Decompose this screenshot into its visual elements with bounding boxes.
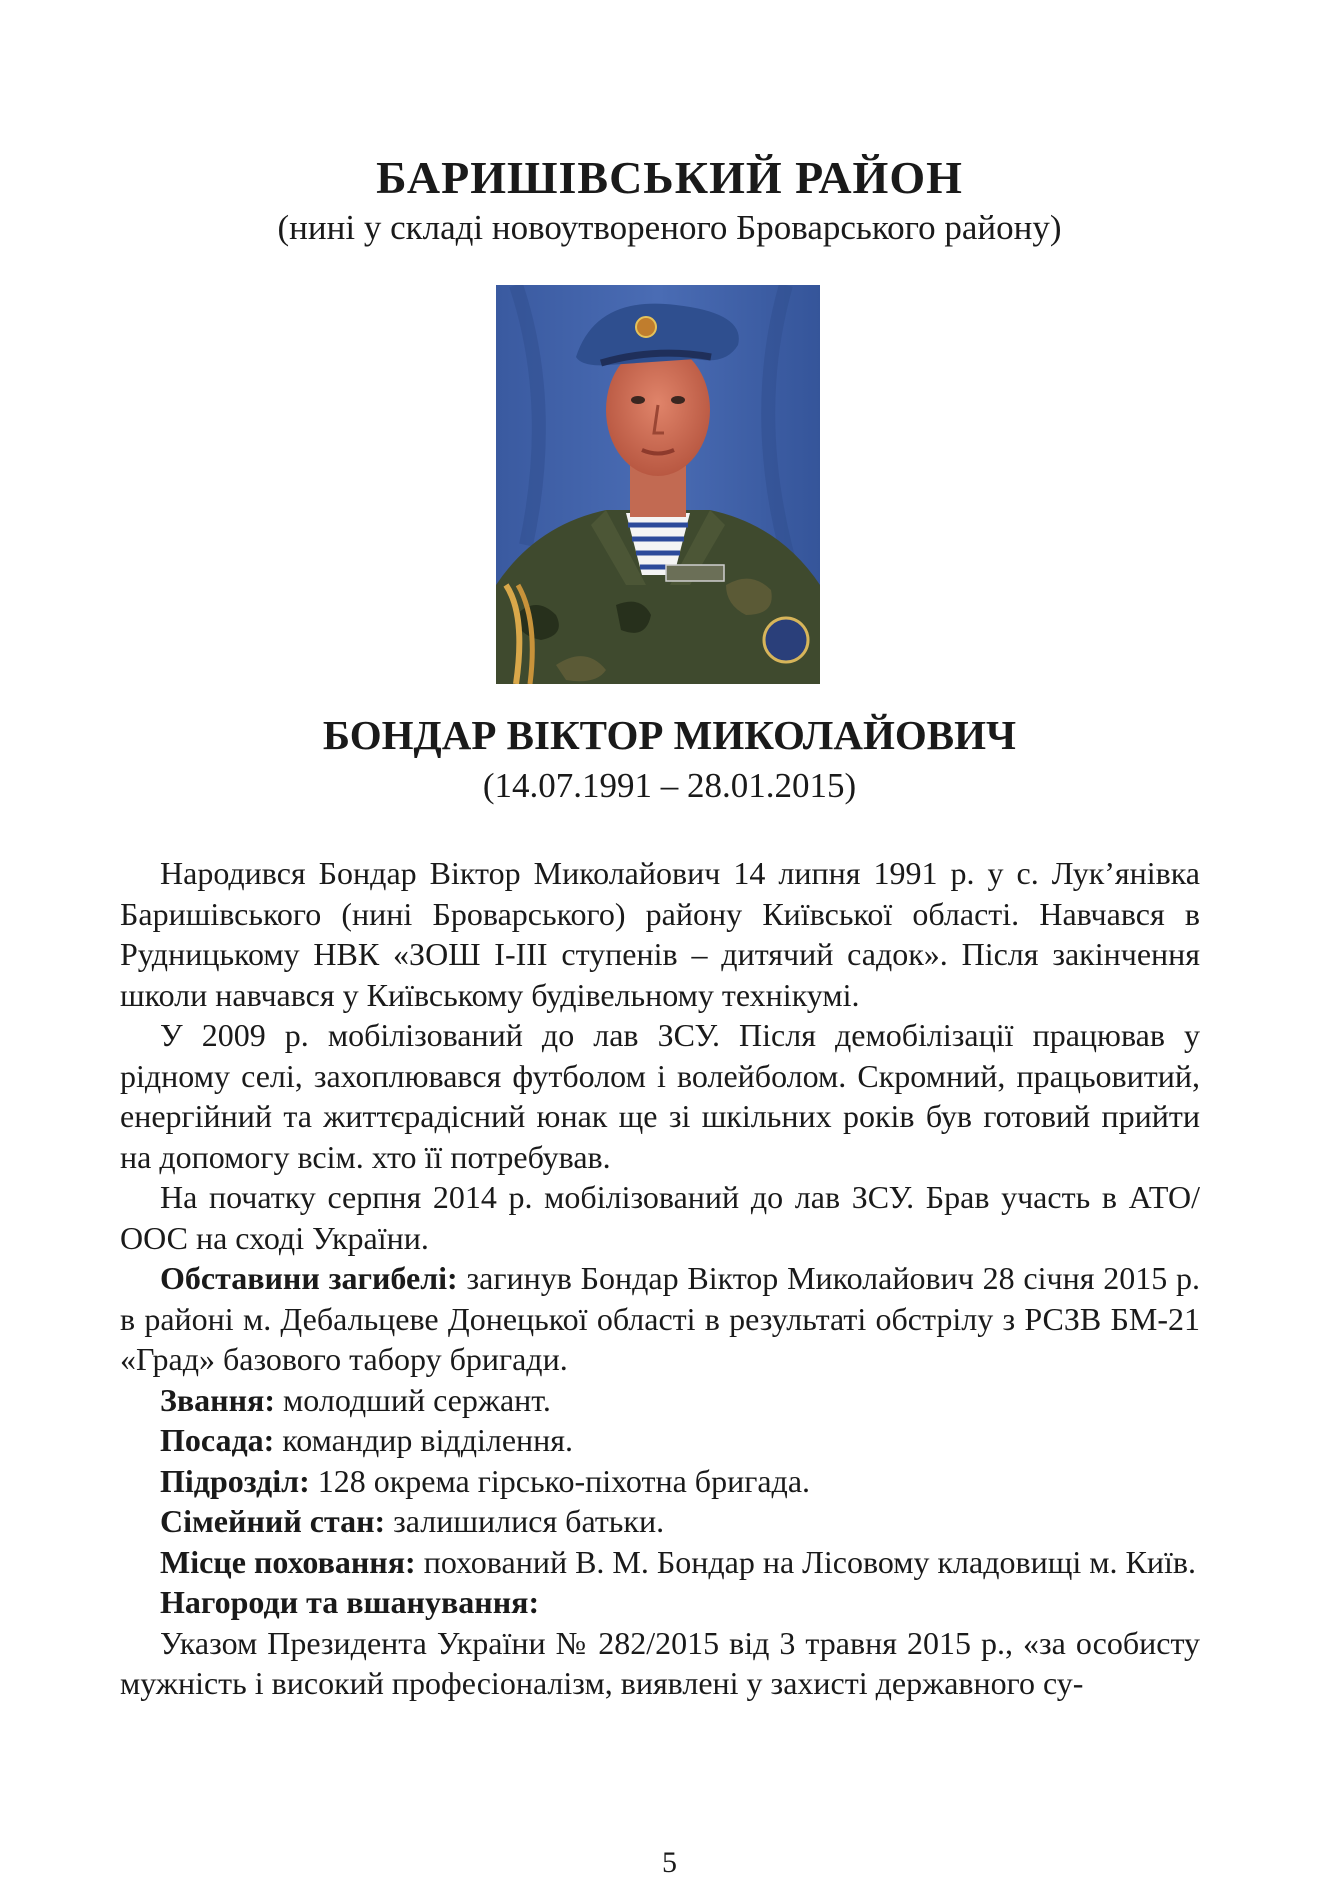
page-number: 5 <box>662 1846 677 1879</box>
burial-label: Місце поховання: <box>160 1543 416 1580</box>
biography-text <box>120 853 1200 1704</box>
position-text: командир відділення. <box>274 1422 573 1458</box>
paragraph-family <box>120 1501 1200 1542</box>
circumstances-label: Обставини загибелі: <box>160 1260 458 1296</box>
circumstances-text: загинув Бондар Віктор Миколайович 28 січня 2015 р. в районі м. Дебальцеве Донецької області в результаті обстрілу з РСЗВ БМ-21 «Град» базового табору бригади. <box>120 1260 1201 1377</box>
burial-text: похований В. М. Бондар на Лісовому кладовищі м. Київ. <box>415 1543 1196 1580</box>
family-text: залишилися батьки. <box>385 1503 665 1539</box>
rank-label: Звання: <box>160 1381 276 1418</box>
awards-label: Нагороди та вшанування: <box>160 1584 540 1620</box>
paragraph-mobilization: На початку серпня 2014 р. мобілізований до лав ЗСУ. Брав участь в АТО/ООС на сході України. <box>120 1179 1200 1256</box>
paragraph-rank <box>120 1380 1200 1421</box>
district-title: БАРИШІВСЬКИЙ РАЙОН <box>376 152 963 203</box>
unit-label: Підрозділ: <box>160 1462 310 1499</box>
paragraph-burial <box>120 1542 1200 1583</box>
person-name: БОНДАР ВІКТОР МИКОЛАЙОВИЧ <box>322 712 1017 758</box>
paragraph-awards-heading <box>120 1582 1200 1623</box>
district-subtitle: (нині у складі новоутвореного Броварського району) <box>277 208 1062 247</box>
rank-text: молодший сержант. <box>275 1381 551 1418</box>
paragraph-unit <box>120 1461 1200 1502</box>
soldier-portrait-illustration <box>496 285 820 684</box>
portrait-photo <box>496 285 820 684</box>
paragraph-birth: Народився Бондар Віктор Миколайович 14 липня 1991 р. у с. Лук’янівка Баришівського (нині Броварського) району Київської області. Навчався в Рудницькому НВК «ЗОШ І-ІІІ ступенів – дитячий садок». Після закінчення школи навчався у Київському будівельному технікумі. <box>120 855 1200 1013</box>
person-dates: (14.07.1991 – 28.01.2015) <box>482 766 857 805</box>
position-label: Посада: <box>160 1422 275 1458</box>
unit-text: 128 окрема гірсько-піхотна бригада. <box>309 1462 811 1499</box>
paragraph-awards: Указом Президента України № 282/2015 від 3 травня 2015 р., «за особисту мужність і високий професіоналізм, виявлені у захисті державного су- <box>120 1624 1200 1701</box>
paragraph-service: У 2009 р. мобілізований до лав ЗСУ. Після демобілізації працював у рідному селі, захоплювався футболом і волейболом. Скромний, працьовитий, енергійний та життєрадісний юнак ще зі шкільних років був готовий прийти на допомогу всім. хто її потребував. <box>120 1017 1200 1175</box>
paragraph-position <box>120 1420 1200 1461</box>
family-label: Сімейний стан: <box>160 1503 386 1539</box>
paragraph-circumstances <box>120 1258 1200 1380</box>
